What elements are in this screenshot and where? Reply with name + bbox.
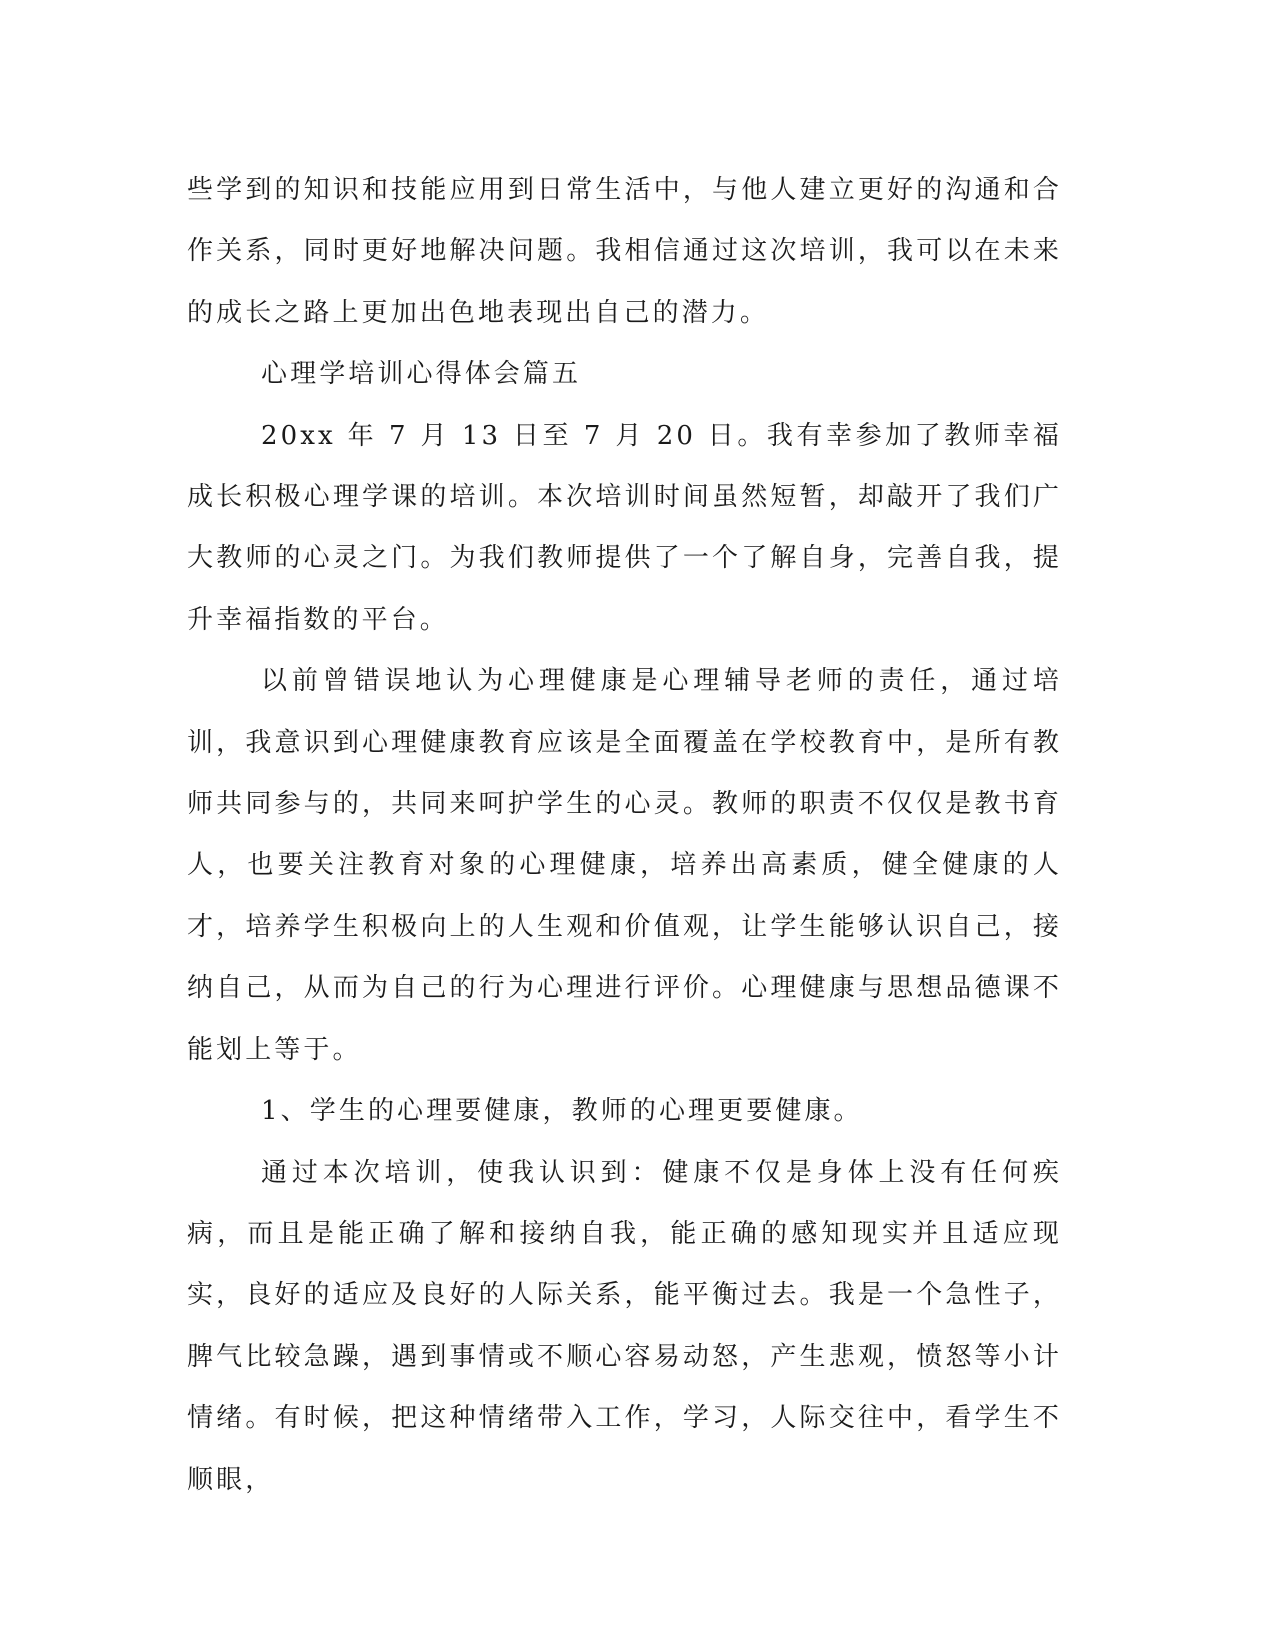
paragraph-reflection: 以前曾错误地认为心理健康是心理辅导老师的责任，通过培训，我意识到心理健康教育应该是全面覆盖在学校教育中，是所有教师共同参与的，共同来呵护学生的心灵。教师的职责不仅仅是教书育人，也要关注教育对象的心理健康，培养出高素质，健全健康的人才，培养学生积极向上的人生观和价值观，让学生能够认识自己，接纳自己，从而为自己的行为心理进行评价。心理健康与思想品德课不能划上等于。 (187, 666, 1062, 1065)
document-body (187, 160, 1062, 1511)
paragraph-intro: 20xx 年 7 月 13 日至 7 月 20 日。我有幸参加了教师幸福成长积极心理学课的培训。本次培训时间虽然短暂，却敲开了我们广大教师的心灵之门。为我们教师提供了一个了解自身，完善自我，提升幸福指数的平台。 (187, 420, 1062, 635)
paragraph-continuation: 些学到的知识和技能应用到日常生活中，与他人建立更好的沟通和合作关系，同时更好地解决问题。我相信通过这次培训，我可以在未来的成长之路上更加出色地表现出自己的潜力。 (187, 175, 1062, 328)
section-title: 心理学培训心得体会篇五 (261, 359, 582, 390)
point-1-heading: 1、学生的心理要健康，教师的心理更要健康。 (261, 1096, 863, 1127)
paragraph-point-1-body: 通过本次培训，使我认识到：健康不仅是身体上没有任何疾病，而且是能正确了解和接纳自我，能正确的感知现实并且适应现实，良好的适应及良好的人际关系，能平衡过去。我是一个急性子，脾气比较急躁，遇到事情或不顺心容易动怒，产生悲观，愤怒等小计情绪。有时候，把这种情绪带入工作，学习，人际交往中，看学生不顺眼， (187, 1157, 1062, 1495)
